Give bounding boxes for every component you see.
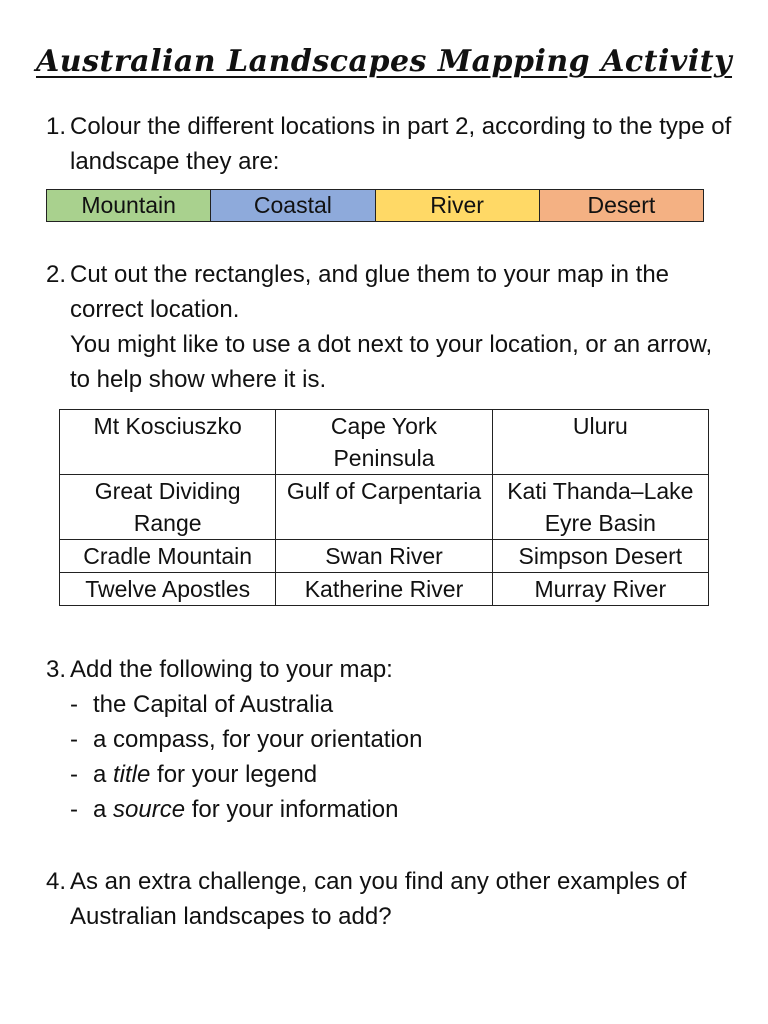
- table-cell: Murray River: [492, 573, 708, 606]
- table-cell: Twelve Apostles: [60, 573, 276, 606]
- table-cell: Gulf of Carpentaria: [276, 475, 492, 540]
- table-row: [60, 475, 709, 540]
- list-item: - a title for your legend: [70, 761, 318, 788]
- places-table: [59, 409, 709, 606]
- legend-mountain: Mountain: [47, 190, 211, 221]
- step-2: [46, 257, 736, 397]
- table-cell: Kati Thanda–Lake Eyre Basin: [492, 475, 708, 540]
- step-2-number: 2.: [46, 261, 67, 288]
- table-row: [60, 410, 709, 475]
- legend-coastal: Coastal: [211, 190, 375, 221]
- table-cell: Cradle Mountain: [60, 540, 276, 573]
- table-row: [60, 573, 709, 606]
- list-item: - the Capital of Australia: [70, 691, 334, 718]
- table-cell: Simpson Desert: [492, 540, 708, 573]
- list-item: - a compass, for your orientation: [70, 726, 423, 753]
- table-cell: Katherine River: [276, 573, 492, 606]
- table-cell: Swan River: [276, 540, 492, 573]
- table-cell: Mt Kosciuszko: [60, 410, 276, 475]
- step-2-text: Cut out the rectangles, and glue them to your map in the correct location.: [70, 261, 670, 323]
- step-1: [46, 109, 736, 179]
- step-3: [46, 652, 736, 827]
- table-cell: Uluru: [492, 410, 708, 475]
- legend-river: River: [376, 190, 540, 221]
- step-4-number: 4.: [46, 868, 67, 895]
- table-cell: Cape York Peninsula: [276, 410, 492, 475]
- table-row: [60, 540, 709, 573]
- step-4-text: As an extra challenge, can you find any other examples of Australian landscapes to add?: [70, 868, 687, 930]
- step-1-text: Colour the different locations in part 2, according to the type of landscape they are:: [70, 113, 732, 175]
- legend-desert: Desert: [540, 190, 703, 221]
- step-1-number: 1.: [46, 113, 67, 140]
- step-4: [46, 864, 736, 934]
- step-3-list: [70, 687, 736, 827]
- step-3-number: 3.: [46, 656, 67, 683]
- list-item: - a source for your information: [70, 796, 399, 823]
- step-2-hint: You might like to use a dot next to your location, or an arrow, to help show where it is.: [70, 331, 713, 393]
- page-title: Australian Landscapes Mapping Activity: [35, 44, 733, 79]
- landscape-legend: [46, 189, 704, 222]
- step-3-text: Add the following to your map:: [70, 656, 393, 683]
- table-cell: Great Dividing Range: [60, 475, 276, 540]
